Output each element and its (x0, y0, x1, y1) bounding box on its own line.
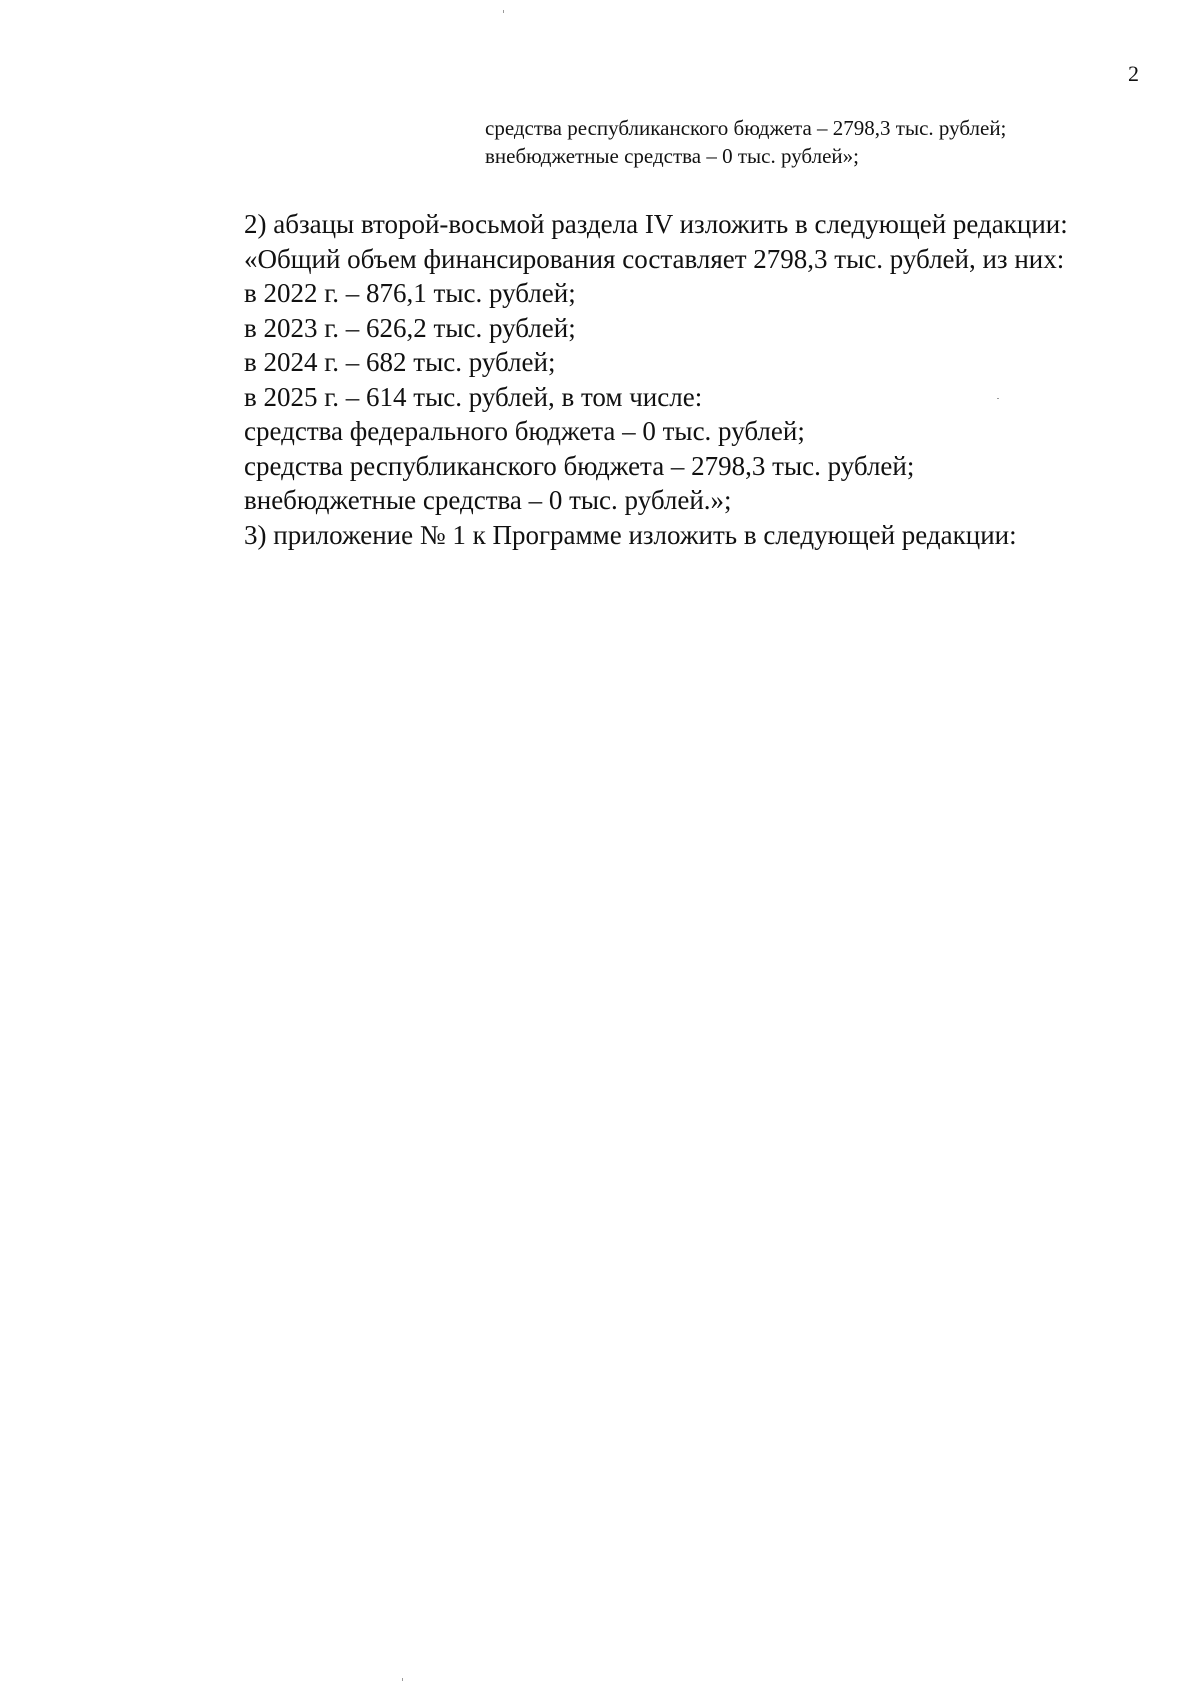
carryover-paragraph (485, 114, 1006, 170)
amendment-text (244, 207, 1068, 552)
scan-speck (503, 10, 504, 13)
carryover-line: внебюджетные средства – 0 тыс. рублей»; (485, 144, 859, 168)
page-number: 2 (1128, 61, 1139, 86)
financing-total-line: «Общий объем финансирования составляет 2798,3 тыс. рублей, из них: (244, 243, 1065, 274)
amendment-item-2-heading: 2) абзацы второй-восьмой раздела IV изложить в следующей редакции: (244, 209, 1068, 239)
scan-speck (997, 398, 999, 399)
financing-source-line: средства федерального бюджета – 0 тыс. рублей; (244, 416, 805, 446)
financing-year-line: в 2022 г. – 876,1 тыс. рублей; (244, 278, 576, 308)
carryover-line: средства республиканского бюджета – 2798,3 тыс. рублей; (485, 116, 1007, 140)
financing-year-line: в 2025 г. – 614 тыс. рублей, в том числе: (244, 381, 703, 412)
amendment-item-3-heading: 3) приложение № 1 к Программе изложить в следующей редакции: (244, 519, 1017, 550)
financing-source-line: внебюджетные средства – 0 тыс. рублей.»; (244, 485, 732, 515)
scan-speck (402, 1678, 403, 1681)
financing-year-line: в 2024 г. – 682 тыс. рублей; (244, 347, 556, 377)
financing-year-line: в 2023 г. – 626,2 тыс. рублей; (244, 312, 576, 343)
financing-source-line: средства республиканского бюджета – 2798,3 тыс. рублей; (244, 450, 915, 481)
